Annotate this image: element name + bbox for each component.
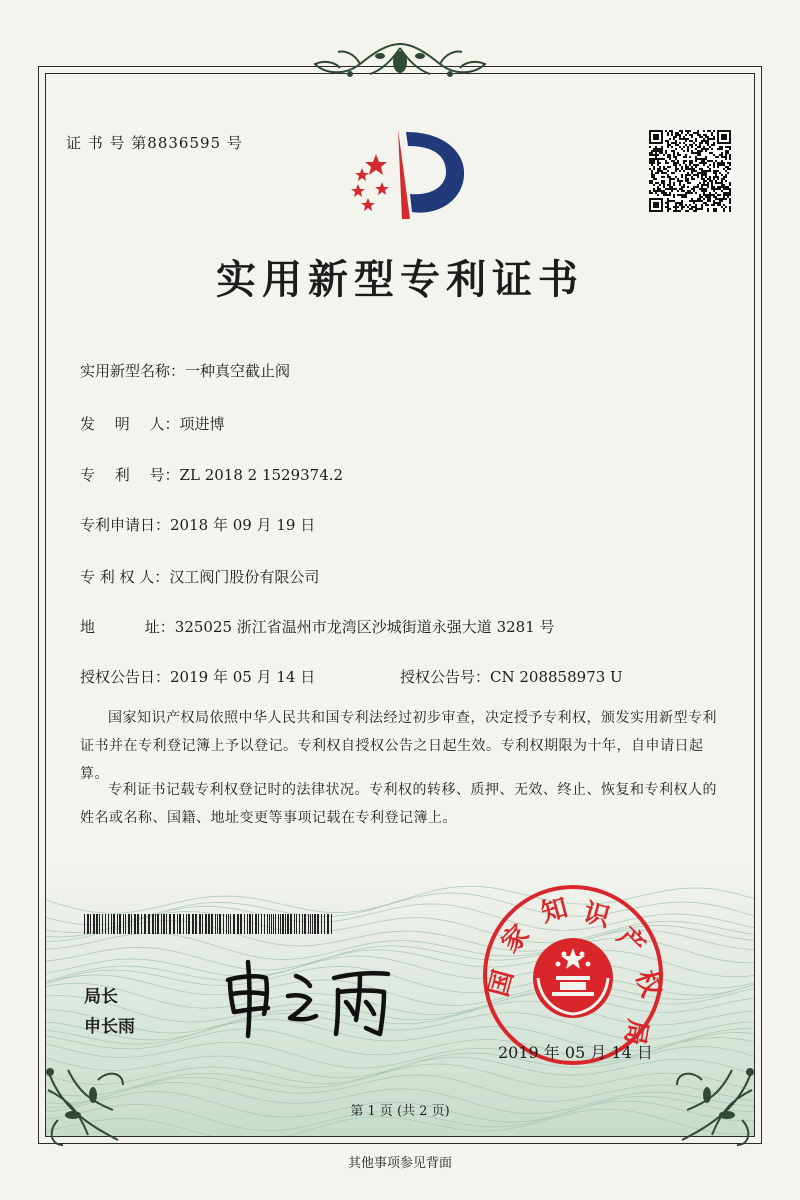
statement-paragraph-1: 国家知识产权局依照中华人民共和国专利法经过初步审查，决定授予专利权，颁发实用新型专利证书并在专利登记簿上予以登记。专利权自授权公告之日起生效。专利权期限为十年，自申请日起算。 — [80, 710, 717, 782]
handwritten-signature — [210, 950, 410, 1040]
svg-text:识: 识 — [580, 897, 614, 934]
barcode-icon — [84, 914, 332, 934]
field-value: 项进博 — [179, 415, 225, 433]
field-label: 授权公告日： — [80, 668, 171, 686]
field-label: 地 址： — [80, 618, 175, 636]
field-label: 实用新型名称： — [80, 362, 186, 380]
page-number: 第 1 页 (共 2 页) — [350, 1104, 450, 1119]
field-grant-date — [80, 666, 315, 687]
svg-text:产: 产 — [611, 921, 651, 962]
svg-text:家: 家 — [495, 919, 536, 959]
certificate-title: 实用新型专利证书 — [216, 256, 584, 303]
svg-text:局: 局 — [618, 1016, 653, 1048]
field-label: 授权公告号： — [400, 668, 491, 686]
field-value: ZL 2018 2 1529374.2 — [179, 466, 344, 484]
national-emblem-icon — [533, 938, 613, 1018]
signatory-title: 局长 — [84, 987, 118, 1007]
field-label: 专利申请日： — [80, 516, 171, 534]
field-value: CN 208858973 U — [490, 668, 623, 686]
field-label: 发 明 人： — [80, 415, 180, 433]
top-ornament-icon — [300, 34, 500, 94]
field-label: 专 利 号： — [80, 466, 180, 484]
field-application-date — [80, 514, 315, 535]
svg-text:知: 知 — [538, 893, 571, 929]
field-utility-name — [80, 360, 290, 381]
seal-date: 2019 年 05 月 14 日 — [498, 1043, 653, 1062]
field-value: 一种真空截止阀 — [185, 362, 291, 380]
cnipa-emblem-icon — [336, 124, 466, 224]
qr-code-icon — [649, 130, 731, 212]
field-value: 2018 年 09 月 19 日 — [170, 516, 316, 534]
signatory-name: 申长雨 — [84, 1017, 135, 1037]
svg-text:国: 国 — [483, 966, 520, 1000]
field-patent-number — [80, 464, 343, 485]
field-grant-number — [400, 666, 623, 687]
back-note: 其他事项参见背面 — [347, 1156, 452, 1171]
statement-paragraph-2: 专利证书记载专利权登记时的法律状况。专利权的转移、质押、无效、终止、恢复和专利权人的姓名或名称、国籍、地址变更等事项记载在专利登记簿上。 — [80, 782, 717, 826]
field-value: 汉工阀门股份有限公司 — [169, 568, 320, 586]
field-inventor — [80, 413, 225, 434]
field-patentee — [80, 566, 319, 587]
field-value: 325025 浙江省温州市龙湾区沙城街道永强大道 3281 号 — [174, 618, 555, 636]
svg-text:权: 权 — [629, 966, 666, 1001]
field-label: 专 利 权 人： — [80, 568, 170, 586]
field-address — [80, 616, 555, 637]
certificate-number: 证 书 号 第8836595 号 — [66, 134, 243, 152]
field-value: 2019 年 05 月 14 日 — [170, 668, 316, 686]
